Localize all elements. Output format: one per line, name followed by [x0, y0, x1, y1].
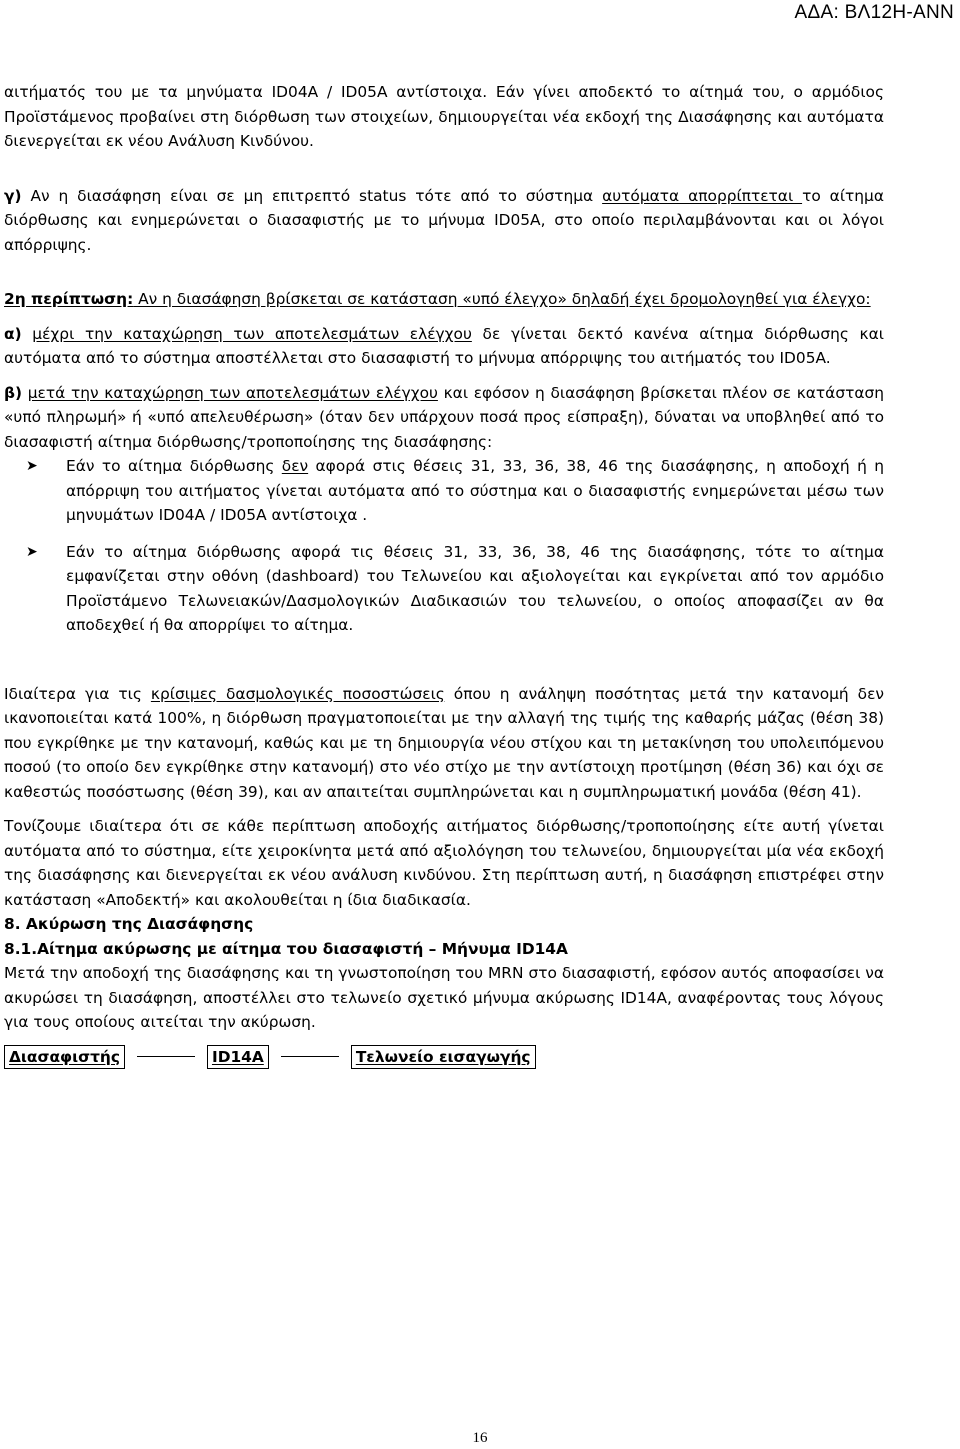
- flow-connector: [281, 1056, 339, 1057]
- gamma-label: γ): [4, 186, 22, 205]
- alpha-text: δε γίνεται δεκτό κανένα αίτημα διόρθωσης και αυτόματα από το σύστημα αποστέλλεται στο διασαφιστή το μήνυμα απόρριψης του αιτήματός του ID05A.: [4, 324, 884, 367]
- paragraph-alpha: [4, 322, 884, 371]
- paragraph-continuation: αιτήματός του με τα μηνύματα ID04A / ID05A αντίστοιχα. Εάν γίνει αποδεκτό το αίτημά του, ο αρμόδιος Προϊστάμενος προβαίνει στη διόρθωση των στοιχείων, δημιουργείται νέα εκδοχή της Διασάφησης και αυτόματα διενεργείται εκ νέου Ανάλυση Κινδύνου.: [4, 83, 884, 150]
- beta-text: και εφόσον η διασάφηση βρίσκεται πλέον σε κατάσταση «υπό πληρωμή» ή «υπό απελευθέρωση» (όταν δεν υπάρχουν ποσά προς είσπραξη), δύναται να υποβληθεί από το διασαφιστή αίτημα διόρθωσης/τροποποίησης της διασάφησης:: [4, 383, 884, 451]
- flow-customs: Τελωνείο εισαγωγής: [351, 1045, 536, 1069]
- paragraph-case-2: [4, 287, 884, 312]
- paragraph-beta: [4, 381, 884, 455]
- flow-connector: [137, 1056, 195, 1057]
- arrowhead-bullet-icon: ➤: [26, 458, 38, 474]
- beta-label: β): [4, 383, 23, 402]
- page-number: 16: [472, 1430, 488, 1446]
- beta-underlined: μετά την καταχώρηση των αποτελεσμάτων ελέγχου: [27, 383, 438, 402]
- critical-text-pre: Ιδιαίτερα για τις: [4, 684, 151, 703]
- arrowhead-bullet-icon: ➤: [26, 543, 38, 560]
- alpha-label: α): [4, 324, 22, 343]
- alpha-underlined: μέχρι την καταχώρηση των αποτελεσμάτων ελέγχου: [32, 324, 472, 343]
- gamma-underlined: αυτόματα απορρίπτεται: [602, 186, 803, 205]
- bullet-list: [4, 454, 884, 638]
- section-8-1-text: Μετά την αποδοχή της διασάφησης και τη γνωστοποίηση του MRN στο διασαφιστή, εφόσον αυτός αποφασίσει να ακυρώσει τη διασάφηση, αποστέλλει στο τελωνείο σχετικό μήνυμα ακύρωσης ID14A, αναφέροντας τους λόγους για τους οποίους αιτείται την ακύρωση.: [4, 964, 884, 1031]
- bullet-item: [4, 454, 884, 528]
- flow-message: ID14A: [207, 1045, 269, 1069]
- paragraph-gamma: [4, 184, 884, 258]
- case2-label: 2η περίπτωση:: [4, 290, 134, 308]
- flow-declarant: Διασαφιστής: [4, 1045, 125, 1069]
- critical-underlined: κρίσιμες δασμολογικές ποσοστώσεις: [150, 684, 445, 703]
- case2-text: Αν η διασάφηση βρίσκεται σε κατάσταση «υπό έλεγχο» δηλαδή έχει δρομολογηθεί για έλεγχο:: [133, 290, 871, 308]
- bullet-item: [4, 540, 884, 638]
- bullet-underlined: δεν: [281, 457, 309, 475]
- section-8-heading: 8. Ακύρωση της Διασάφησης: [4, 915, 254, 933]
- bullet-text: Εάν το αίτημα διόρθωσης αφορά τις θέσεις 31, 33, 36, 38, 46 της διασάφησης, τότε το αίτημα εμφανίζεται στην οθόνη (dashboard) του Τελωνείου και αξιολογείται και εγκρίνεται από τον αρμόδιο Προϊστάμενο Τελωνειακών/Δασμολογικών Διαδικασιών του τελωνείου, ο οποίος αποφασίζει αν θα αποδεχθεί ή θα απορρίψει το αίτημα.: [66, 542, 884, 634]
- paragraph-emphasis: Τονίζουμε ιδιαίτερα ότι σε κάθε περίπτωση αποδοχής αιτήματος διόρθωσης/τροποποίησης είτε αυτή γίνεται αυτόματα από το σύστημα, είτε χειροκίνητα μετά από αξιολόγηση του τελωνείου, δημιουργείται μία νέα εκδοχή της διασάφησης και διενεργείται εκ νέου ανάλυση κινδύνου. Στη περίπτωση αυτή, η διασάφηση επιστρέφει στην κατάσταση «Αποδεκτή» και ακολουθείται η ίδια διαδικασία.: [4, 817, 884, 909]
- paragraph-critical-quotas: [4, 682, 884, 805]
- message-flow: [4, 1045, 884, 1069]
- gamma-text-2: το αίτημα διόρθωσης και ενημερώνεται ο διασαφιστής με το μήνυμα ID05A, στο οποίο περιλαμβάνονται και οι λόγοι απόρριψης.: [4, 186, 884, 254]
- gamma-text-1: Αν η διασάφηση είναι σε μη επιτρεπτό status τότε από το σύστημα: [21, 186, 603, 205]
- bullet-text-post: αφορά στις θέσεις 31, 33, 36, 38, 46 της διασάφησης, η αποδοχή ή η απόρριψη του αιτήματος γίνεται αυτόματα από το σύστημα και ο διασαφιστής ενημερώνεται μέσω των μηνυμάτων ID04A / ID05A αντίστοιχα .: [66, 457, 884, 524]
- section-8-1-heading: 8.1.Αίτημα ακύρωσης με αίτημα του διασαφιστή – Μήνυμα ID14A: [4, 939, 568, 958]
- bullet-text-pre: Εάν το αίτημα διόρθωσης: [66, 457, 282, 475]
- ada-header: ΑΔΑ: ΒΛ12Η-ΑΝΝ: [794, 2, 954, 23]
- document-body: [4, 80, 884, 1069]
- critical-text-post: όπου η ανάληψη ποσότητας μετά την κατανομή δεν ικανοποιείται κατά 100%, η διόρθωση πραγματοποιείται με την αλλαγή της τιμής της καθαρής μάζας (θέση 38) που εγκρίθηκε με την κατανομή, καθώς και με τη δημιουργία νέου στίχου και τη μετακίνηση του υπολειπόμενου ποσού (το οποίο δεν εγκρίθηκε στην κατανομή) στο νέο στίχο με την αντίστοιχη προτίμηση (θέση 36) και όχι σε καθεστώς ποσόστωσης (θέση 39), και αν απαιτείται συμπληρώνεται και η συμπληρωματική μονάδα (θέση 41).: [4, 684, 884, 801]
